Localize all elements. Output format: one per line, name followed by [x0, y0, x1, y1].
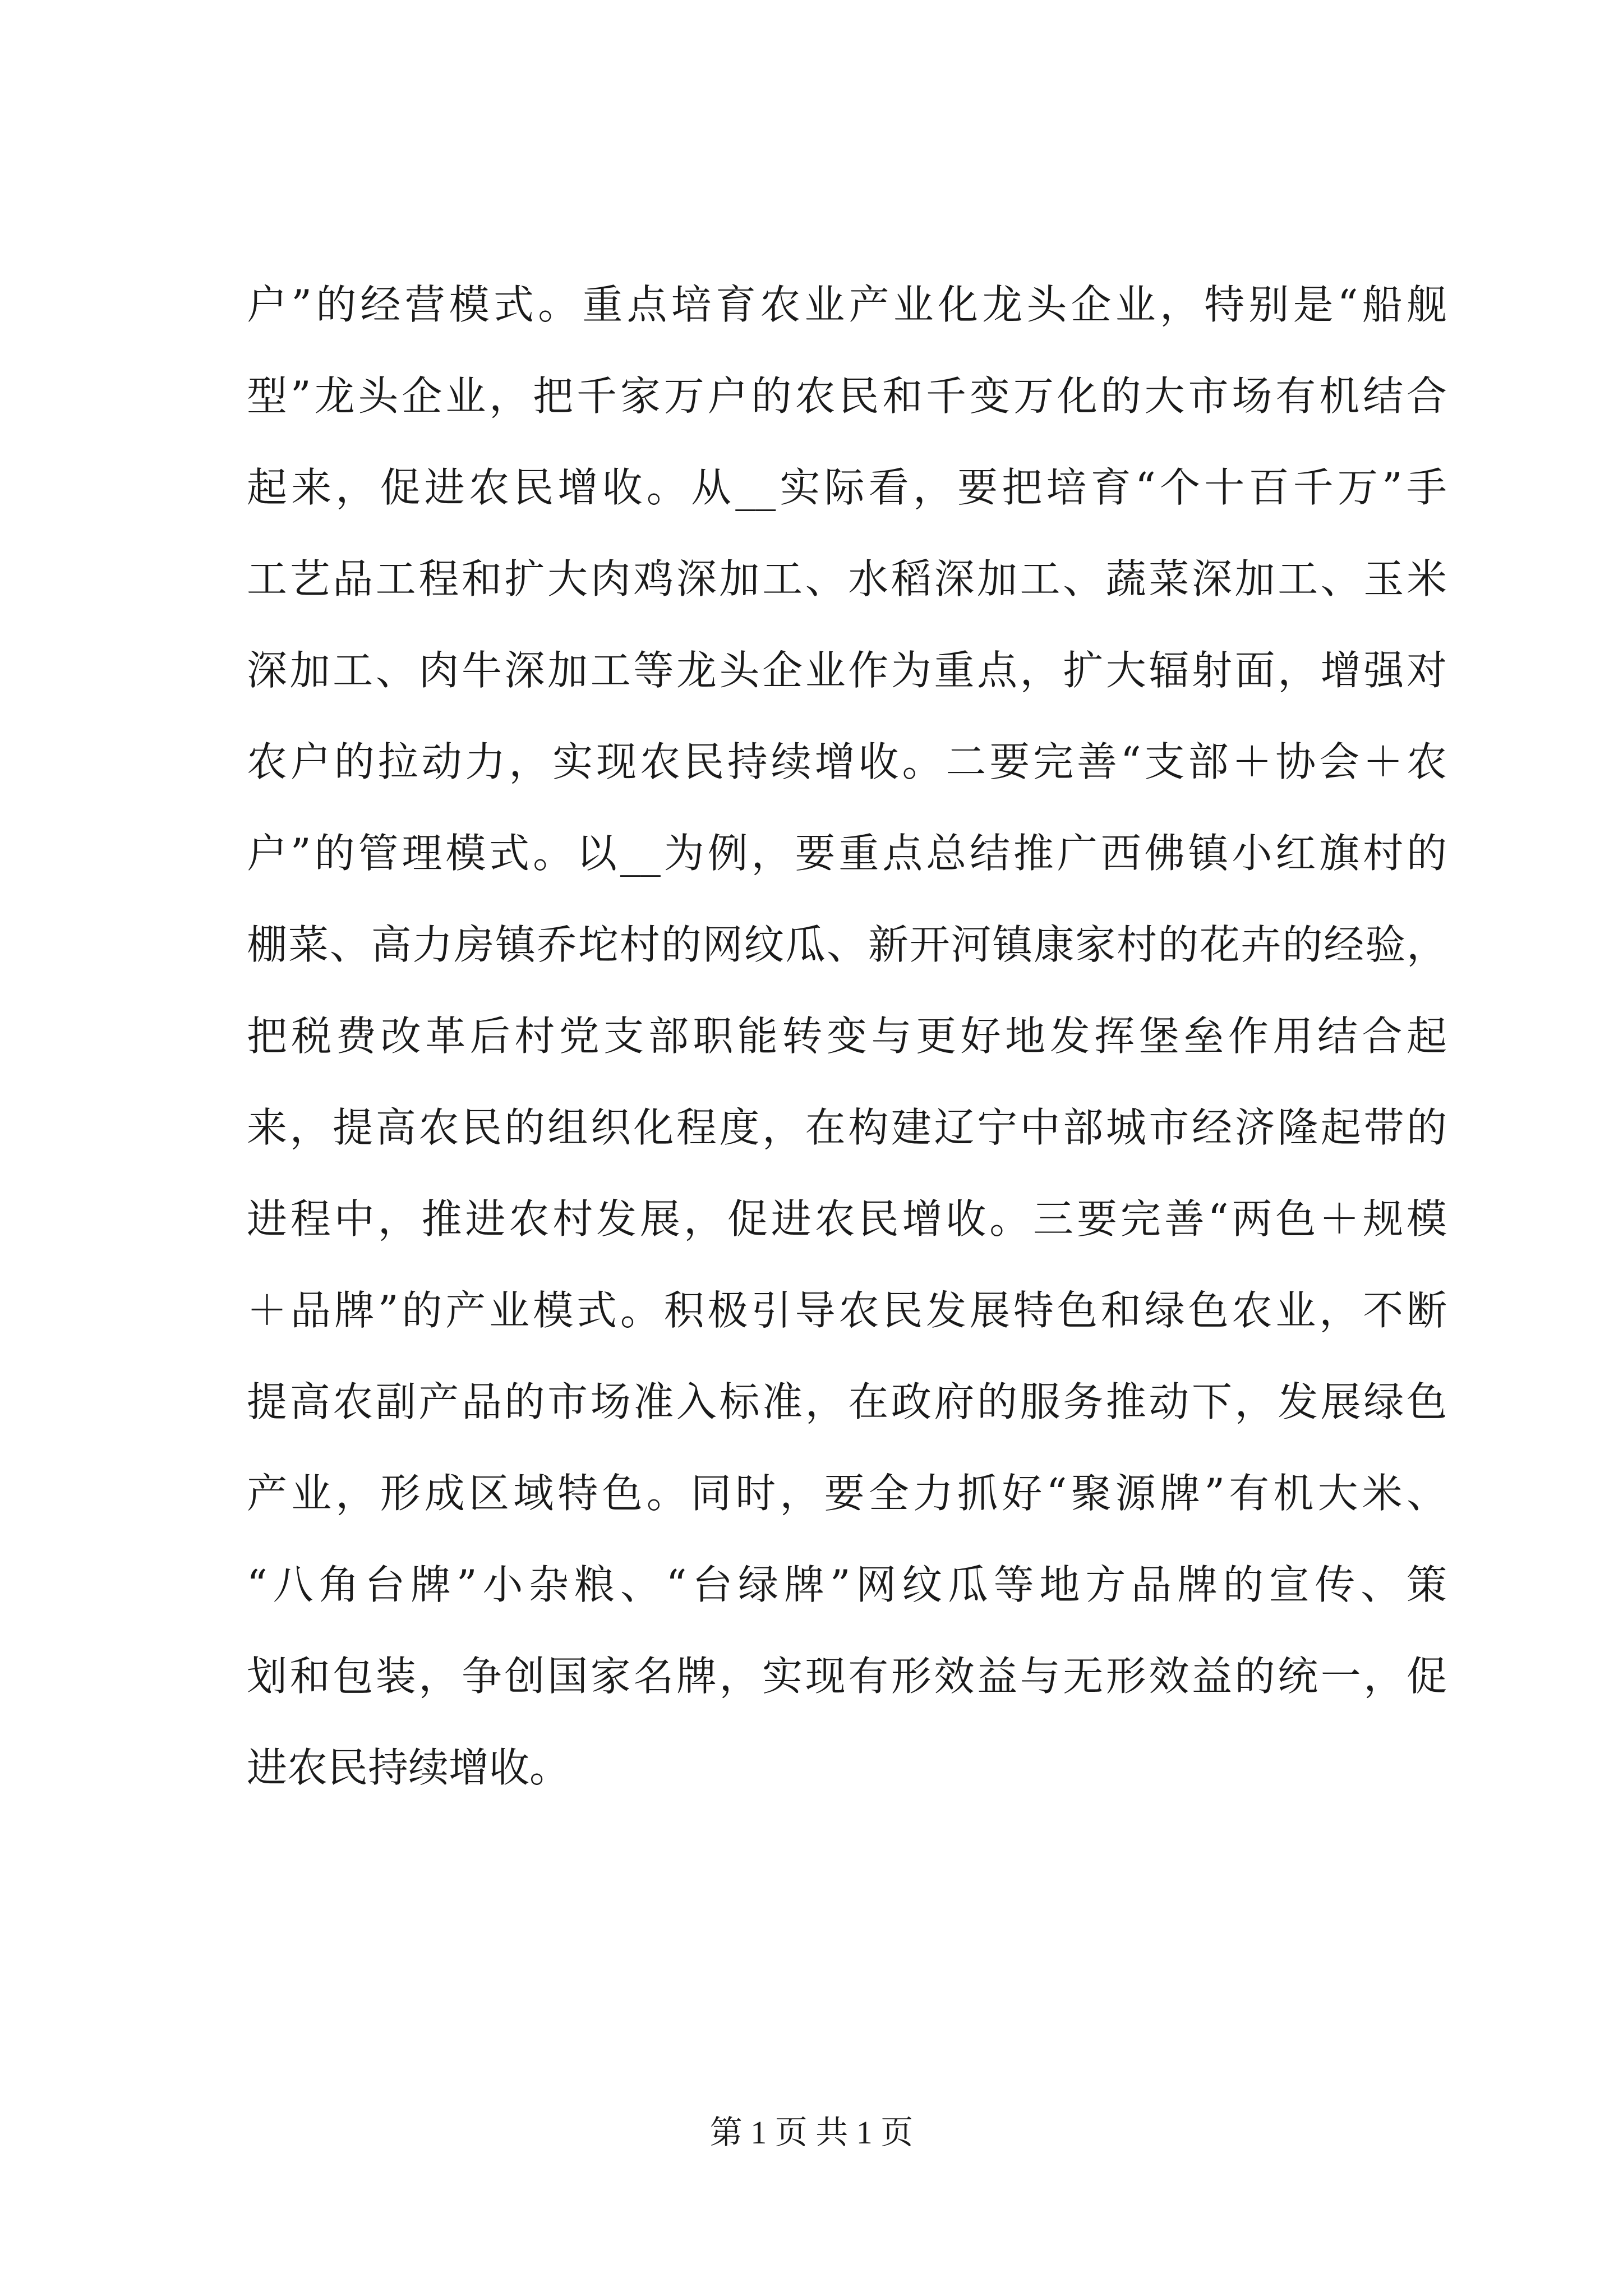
- text-line-13: 提高农副产品的市场准入标准，在政府的服务推动下，发展绿色: [247, 1378, 1447, 1425]
- text-line-15: “八角台牌”小杂粮、“台绿牌”网纹瓜等地方品牌的宣传、策: [247, 1561, 1447, 1608]
- page-footer: [0, 2110, 1623, 2155]
- text-line-16: 划和包装，争创国家名牌，实现有形效益与无形效益的统一，促: [247, 1653, 1447, 1700]
- text-line-1: 户”的经营模式。重点培育农业产业化龙头企业，特别是“船舰: [247, 281, 1447, 328]
- text-line-11: 进程中，推进农村发展，促进农民增收。三要完善“两色＋规模: [247, 1195, 1447, 1243]
- text-line-10: 来，提高农民的组织化程度，在构建辽宁中部城市经济隆起带的: [247, 1104, 1447, 1151]
- text-line-2: 型”龙头企业，把千家万户的农民和千变万化的大市场有机结合: [247, 372, 1447, 420]
- text-line-4: 工艺品工程和扩大肉鸡深加工、水稻深加工、蔬菜深加工、玉米: [247, 555, 1447, 602]
- text-line-8: 棚菜、高力房镇乔坨村的网纹瓜、新开河镇康家村的花卉的经验，: [247, 921, 1447, 968]
- text-line-6: 农户的拉动力，实现农民持续增收。二要完善“支部＋协会＋农: [247, 738, 1447, 785]
- text-line-5: 深加工、肉牛深加工等龙头企业作为重点，扩大辐射面，增强对: [247, 647, 1447, 694]
- body-paragraph: [247, 259, 1447, 1814]
- text-line-9: 把税费改革后村党支部职能转变与更好地发挥堡垒作用结合起: [247, 1013, 1447, 1060]
- page-number-label: 第 1 页 共 1 页: [709, 2114, 914, 2151]
- text-line-12: ＋品牌”的产业模式。积极引导农民发展特色和绿色农业，不断: [247, 1287, 1447, 1334]
- text-line-14: 产业，形成区域特色。同时，要全力抓好“聚源牌”有机大米、: [247, 1470, 1447, 1517]
- text-line-17: 进农民持续增收。: [247, 1744, 570, 1791]
- text-line-7: 户”的管理模式。以__为例，要重点总结推广西佛镇小红旗村的: [247, 830, 1447, 877]
- text-line-3: 起来，促进农民增收。从__实际看，要把培育“个十百千万”手: [247, 464, 1447, 511]
